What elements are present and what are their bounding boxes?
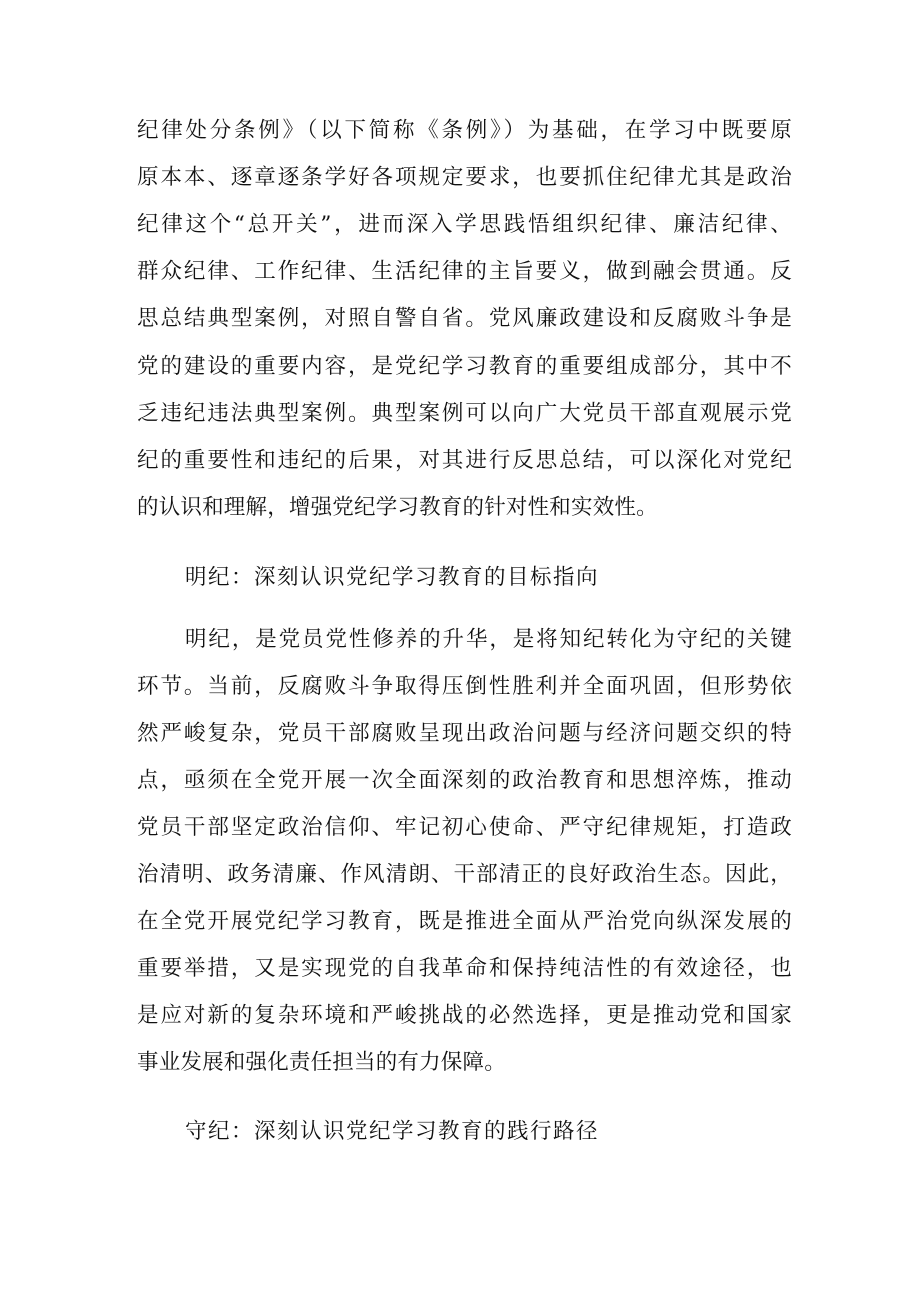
section-heading-mingji: 明纪：深刻认识党纪学习教育的目标指向	[185, 565, 600, 590]
paragraph-2-line: 环节。当前，反腐败斗争取得压倒性胜利并全面巩固，但形势依	[137, 674, 792, 699]
paragraph-1-line: 的认识和理解，增强党纪学习教育的针对性和实效性。	[137, 495, 658, 520]
paragraph-2-line: 治清明、政务清廉、作风清朗、干部清正的良好政治生态。因此，	[137, 862, 792, 887]
paragraph-1-line: 乏违纪违法典型案例。典型案例可以向广大党员干部直观展示党	[137, 401, 792, 426]
paragraph-1-line: 群众纪律、工作纪律、生活纪律的主旨要义，做到融会贯通。反	[137, 259, 792, 284]
paragraph-2-line: 在全党开展党纪学习教育，既是推进全面从严治党向纵深发展的	[137, 909, 792, 934]
paragraph-2-line: 点，亟须在全党开展一次全面深刻的政治教育和思想淬炼，推动	[137, 768, 792, 793]
paragraph-1-line: 纪律处分条例》（以下简称《条例》）为基础，在学习中既要原	[137, 118, 792, 143]
section-heading-shouji: 守纪：深刻认识党纪学习教育的践行路径	[185, 1119, 600, 1144]
paragraph-1-line: 纪律这个“总开关”，进而深入学思践悟组织纪律、廉洁纪律、	[137, 212, 792, 237]
paragraph-1-line: 纪的重要性和违纪的后果，对其进行反思总结，可以深化对党纪	[137, 448, 792, 473]
paragraph-2-line: 然严峻复杂，党员干部腐败呈现出政治问题与经济问题交织的特	[137, 721, 792, 746]
paragraph-2-line: 是应对新的复杂环境和严峻挑战的必然选择，更是推动党和国家	[137, 1003, 792, 1028]
paragraph-1-line: 思总结典型案例，对照自警自省。党风廉政建设和反腐败斗争是	[137, 306, 792, 331]
paragraph-2-line: 事业发展和强化责任担当的有力保障。	[137, 1050, 506, 1075]
paragraph-2-line: 党员干部坚定政治信仰、牢记初心使命、严守纪律规矩，打造政	[137, 815, 792, 840]
paragraph-2-line: 重要举措，又是实现党的自我革命和保持纯洁性的有效途径，也	[137, 956, 792, 981]
paragraph-2-line: 明纪，是党员党性修养的升华，是将知纪转化为守纪的关键	[185, 627, 792, 652]
paragraph-1-line: 原本本、逐章逐条学好各项规定要求，也要抓住纪律尤其是政治	[137, 165, 792, 190]
paragraph-1-line: 党的建设的重要内容，是党纪学习教育的重要组成部分，其中不	[137, 354, 792, 379]
